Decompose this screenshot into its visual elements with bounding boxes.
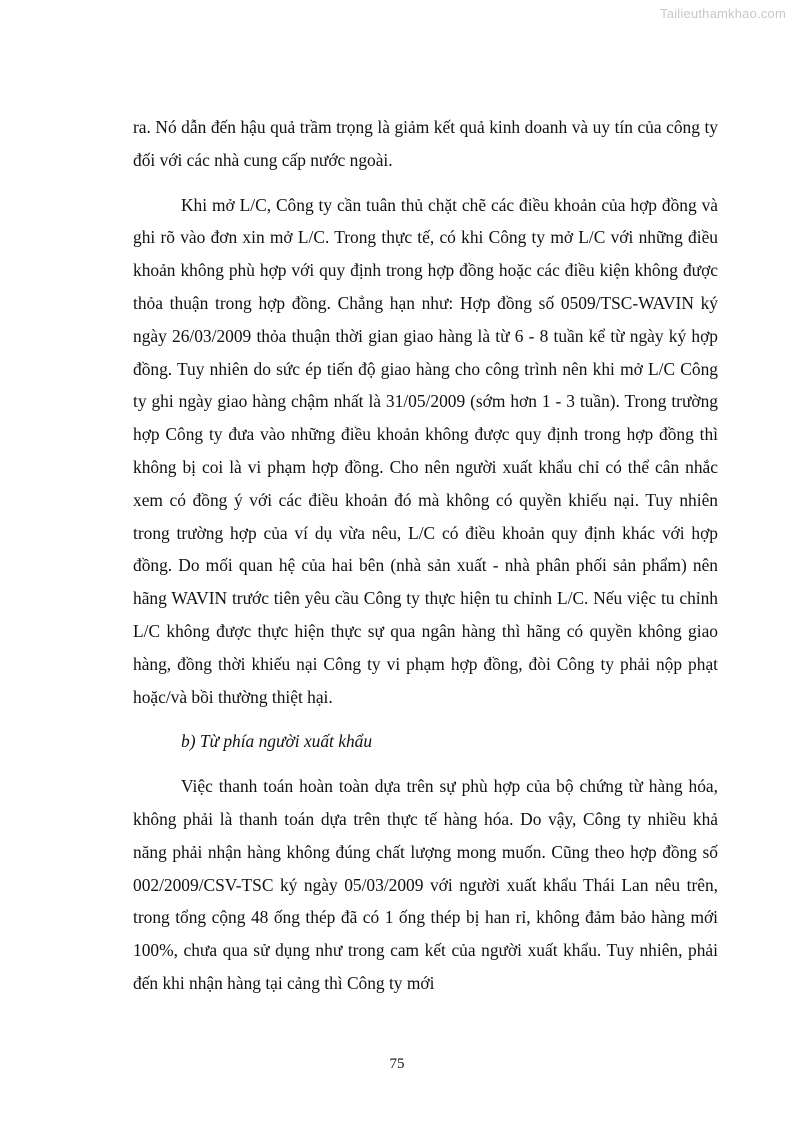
page-number: 75	[389, 1056, 405, 1072]
paragraph-exporter-side: Việc thanh toán hoàn toàn dựa trên sự phù hợp của bộ chứng từ hàng hóa, không phải là thanh toán dựa trên thực tế hàng hóa. Do vậy, Công ty nhiều khả năng phải nhận hàng không đúng chất lượng mong muốn. Cũng theo hợp đồng số 002/2009/CSV-TSC ký ngày 05/03/2009 với người xuất khẩu Thái Lan nêu trên, trong tổng cộng 48 ống thép đã có 1 ống thép bị han rỉ, không đảm bảo hàng mới 100%, chưa qua sử dụng như trong cam kết của người xuất khẩu. Tuy nhiên, phải đến khi nhận hàng tại cảng thì Công ty mới	[133, 776, 718, 993]
paragraph-continuation: ra. Nó dẫn đến hậu quả trầm trọng là giảm kết quả kinh doanh và uy tín của công ty đối với các nhà cung cấp nước ngoài.	[133, 117, 718, 170]
watermark-text: Tailieuthamkhao.com	[660, 6, 786, 21]
section-subheading: b) Từ phía người xuất khẩu	[181, 731, 373, 752]
document-body	[133, 111, 718, 1012]
paragraph-lc-opening: Khi mở L/C, Công ty cần tuân thủ chặt chẽ các điều khoản của hợp đồng và ghi rõ vào đơn xin mở L/C. Trong thực tế, có khi Công ty mở L/C với những điều khoản không phù hợp với quy định trong hợp đồng hoặc các điều kiện không được thỏa thuận trong hợp đồng. Chẳng hạn như: Hợp đồng số 0509/TSC-WAVIN ký ngày 26/03/2009 thỏa thuận thời gian giao hàng là từ 6 - 8 tuần kể từ ngày ký hợp đồng. Tuy nhiên do sức ép tiến độ giao hàng cho công trình nên khi mở L/C Công ty ghi ngày giao hàng chậm nhất là 31/05/2009 (sớm hơn 1 - 3 tuần). Trong trường hợp Công ty đưa vào những điều khoản không được quy định trong hợp đồng thì không bị coi là vi phạm hợp đồng. Cho nên người xuất khẩu chỉ có thể cân nhắc xem có đồng ý với các điều khoản đó mà không có quyền khiếu nại. Tuy nhiên trong trường hợp của ví dụ vừa nêu, L/C có điều khoản quy định khác với hợp đồng. Do mối quan hệ của hai bên (nhà sản xuất - nhà phân phối sản phẩm) nên hãng WAVIN trước tiên yêu cầu Công ty thực hiện tu chỉnh L/C. Nếu việc tu chỉnh L/C không được thực hiện thực sự qua ngân hàng thì hãng có quyền không giao hàng, đồng thời khiếu nại Công ty vi phạm hợp đồng, đòi Công ty phải nộp phạt hoặc/và bồi thường thiệt hại.	[133, 194, 718, 707]
